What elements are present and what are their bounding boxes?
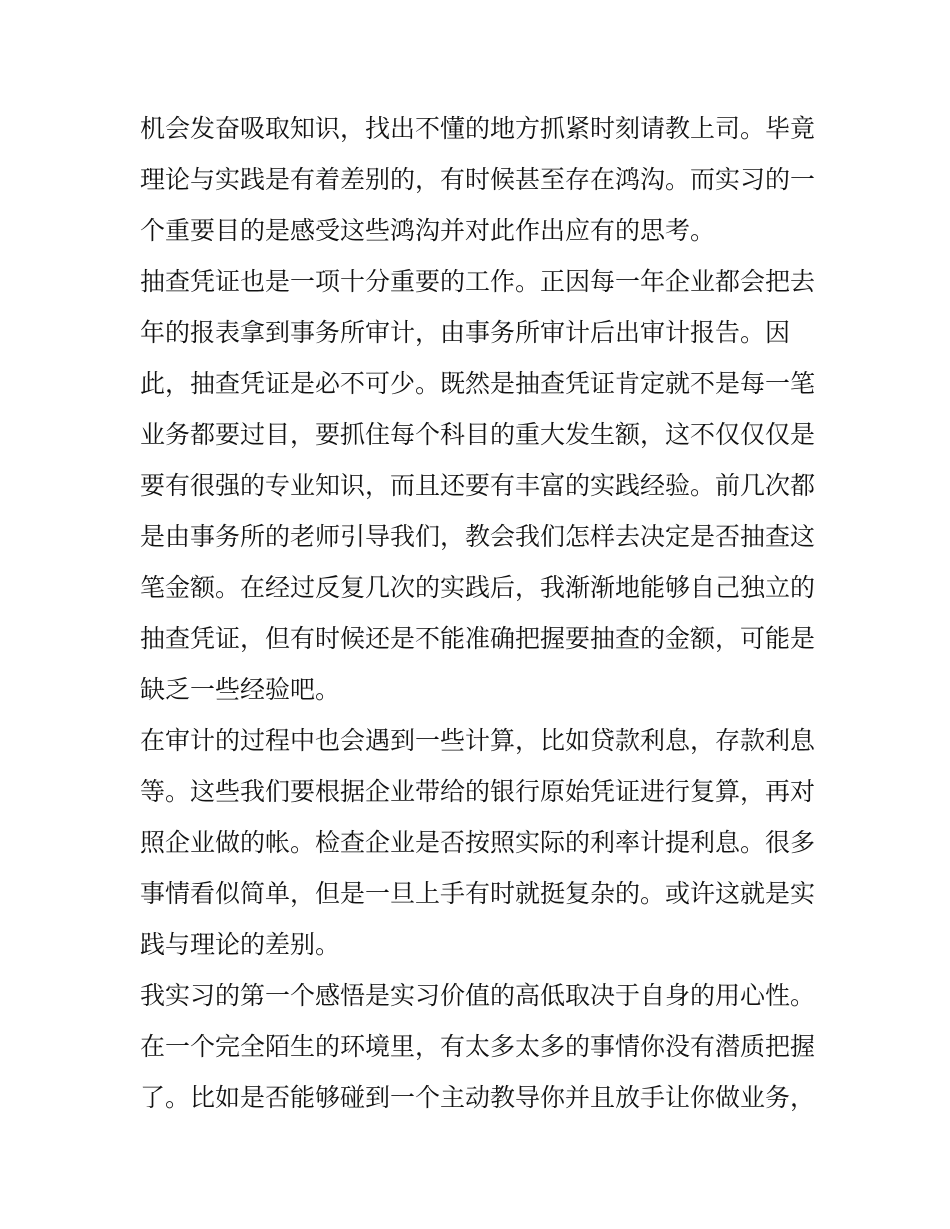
body-text [140, 103, 820, 1123]
text-line: 抽查凭证也是一项十分重要的工作。正因每一年企业都会把去 [140, 267, 816, 296]
text-line: 缺乏一些经验吧。 [140, 675, 341, 704]
text-line: 在一个完全陌生的环境里，有太多太多的事情你没有潜质把握 [140, 1032, 816, 1061]
text-line: 是由事务所的老师引导我们，教会我们怎样去决定是否抽查这 [140, 522, 816, 551]
text-line: 在审计的过程中也会遇到一些计算，比如贷款利息，存款利息 [140, 726, 816, 755]
text-line: 等。这些我们要根据企业带给的银行原始凭证进行复算，再对 [140, 777, 816, 806]
text-line: 践与理论的差别。 [140, 930, 341, 959]
text-line: 机会发奋吸取知识，找出不懂的地方抓紧时刻请教上司。毕竟 [140, 114, 816, 143]
text-line: 此，抽查凭证是必不可少。既然是抽查凭证肯定就不是每一笔 [140, 369, 816, 398]
text-line: 要有很强的专业知识，而且还要有丰富的实践经验。前几次都 [140, 471, 816, 500]
text-line: 理论与实践是有着差别的，有时候甚至存在鸿沟。而实习的一 [140, 165, 816, 194]
text-line: 笔金额。在经过反复几次的实践后，我渐渐地能够自己独立的 [140, 573, 816, 602]
text-line: 事情看似简单，但是一旦上手有时就挺复杂的。或许这就是实 [140, 879, 816, 908]
text-line: 了。比如是否能够碰到一个主动教导你并且放手让你做业务， [140, 1083, 816, 1112]
text-line: 抽查凭证，但有时候还是不能准确把握要抽查的金额，可能是 [140, 624, 816, 653]
text-line: 个重要目的是感受这些鸿沟并对此作出应有的思考。 [140, 216, 716, 245]
text-line: 年的报表拿到事务所审计，由事务所审计后出审计报告。因 [140, 318, 791, 347]
text-line: 照企业做的帐。检查企业是否按照实际的利率计提利息。很多 [140, 828, 816, 857]
text-line: 我实习的第一个感悟是实习价值的高低取决于自身的用心性。 [140, 981, 816, 1010]
text-line: 业务都要过目，要抓住每个科目的重大发生额，这不仅仅仅是 [140, 420, 816, 449]
